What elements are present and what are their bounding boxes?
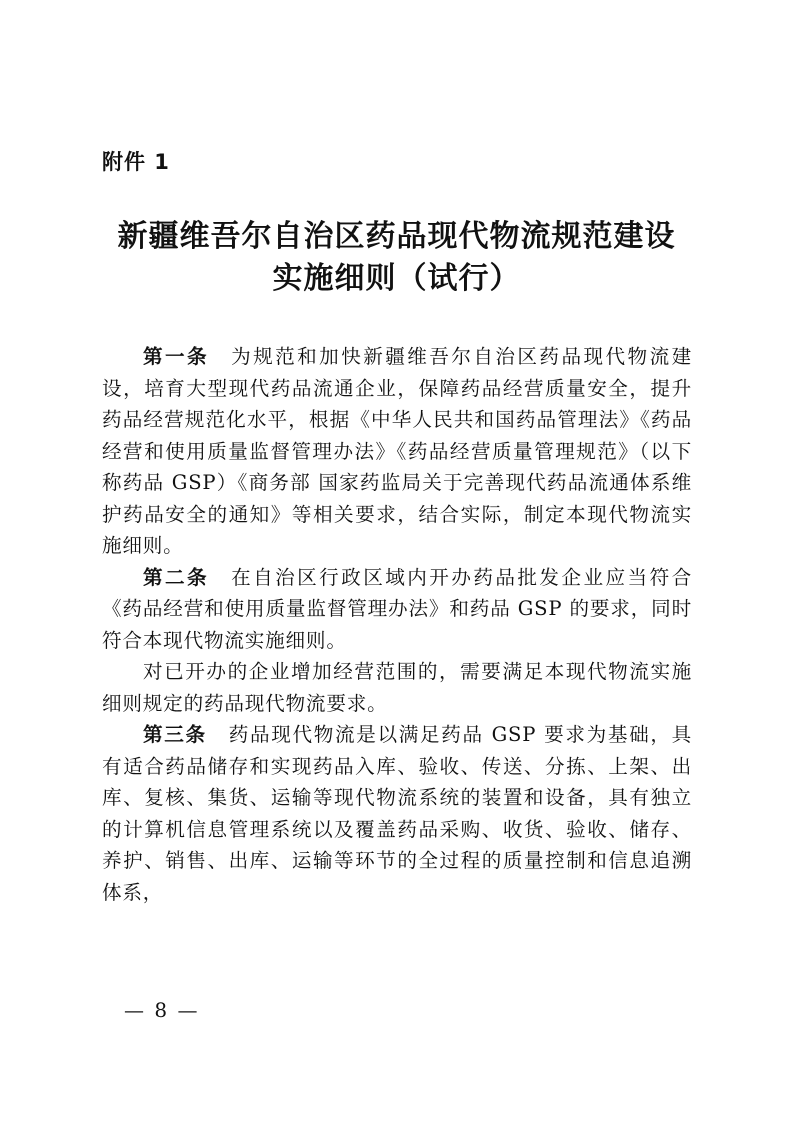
article-text: 在自治区行政区域内开办药品批发企业应当符合《药品经营和使用质量监督管理办法》和药品 GSP 的要求，同时符合本现代物流实施细则。	[102, 565, 692, 652]
body-paragraph	[102, 656, 692, 719]
document-title-line-2: 实施细则（试行）	[272, 261, 521, 296]
article-paragraph	[102, 719, 692, 908]
document-title-line-1: 新疆维吾尔自治区药品现代物流规范建设	[117, 219, 676, 254]
document-body	[102, 341, 692, 908]
attachment-label: 附件 1	[102, 150, 170, 174]
paragraph-text: 对已开办的企业增加经营范围的，需要满足本现代物流实施细则规定的药品现代物流要求。	[102, 660, 692, 715]
article-paragraph	[102, 562, 692, 657]
page-number: — 8 —	[124, 998, 200, 1022]
article-text: 药品现代物流是以满足药品 GSP 要求为基础，具有适合药品储存和实现药品入库、验收、传送、分拣、上架、出库、复核、集货、运输等现代物流系统的装置和设备，具有独立的计算机信息管理系统以及覆盖药品采购、收货、验收、储存、养护、销售、出库、运输等环节的全过程的质量控制和信息追溯体系，	[102, 723, 692, 904]
article-number: 第三条	[143, 723, 207, 746]
article-number: 第一条	[143, 345, 210, 368]
article-number: 第二条	[143, 565, 210, 589]
article-text: 为规范和加快新疆维吾尔自治区药品现代物流建设，培育大型现代药品流通企业，保障药品经营质量安全，提升药品经营规范化水平，根据《中华人民共和国药品管理法》《药品经营和使用质量监督管理办法》《药品经营质量管理规范》（以下称药品 GSP）《商务部 国家药监局关于完善现代药品流通体系维护药品安全的通知》等相关要求，结合实际，制定本现代物流实施细则。	[102, 345, 692, 557]
article-paragraph	[102, 341, 692, 562]
